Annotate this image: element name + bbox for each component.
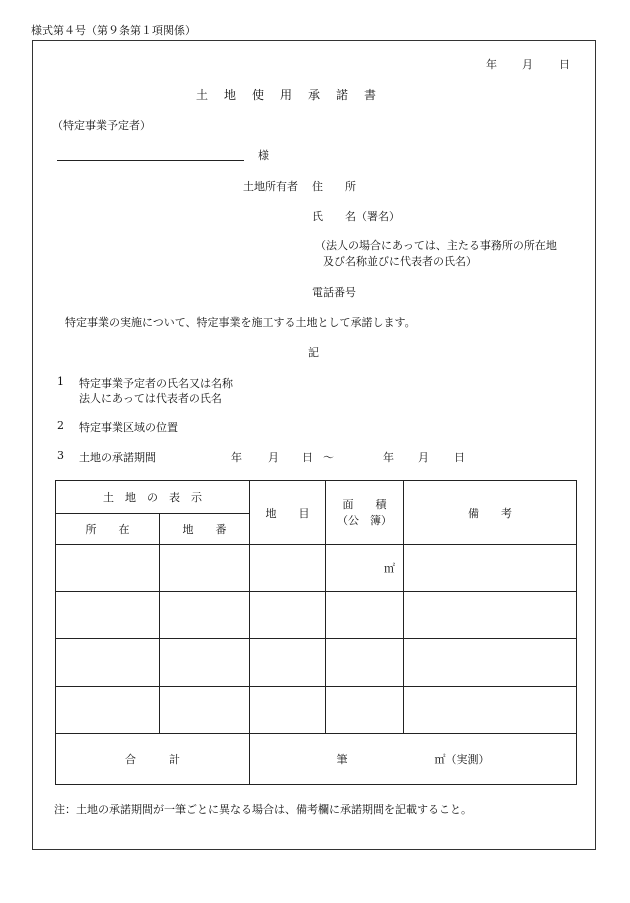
corporate-note-line1: （法人の場合にあっては、主たる事務所の所在地	[315, 239, 557, 252]
period-start-year: 年	[231, 451, 242, 464]
remarks-cell	[404, 545, 577, 592]
consent-statement: 特定事業の実施について、特定事業を施工する土地として承諾します。	[65, 316, 416, 329]
addressee-suffix: 様	[258, 149, 269, 162]
period-end-day: 日	[454, 451, 465, 464]
item-1-number: 1	[57, 375, 64, 388]
total-label-cell	[56, 734, 250, 785]
land-table	[55, 480, 577, 785]
item-1-text-line1: 特定事業予定者の氏名又は名称	[79, 377, 233, 390]
land-display-header	[56, 481, 250, 514]
total-label: 合 計	[125, 753, 180, 766]
ki-heading: 記	[308, 346, 319, 359]
date-year: 年	[486, 58, 497, 71]
location-cell	[56, 639, 160, 687]
addressee-label: （特定事業予定者）	[52, 119, 151, 132]
area-header	[326, 481, 404, 545]
lot-number-header-label: 地 番	[182, 523, 227, 536]
table-row	[56, 687, 577, 734]
lot-number-cell	[160, 545, 250, 592]
area-cell	[326, 592, 404, 639]
area-cell	[326, 639, 404, 687]
area-unit: ㎡	[384, 562, 395, 575]
item-3-text: 土地の承諾期間	[79, 451, 156, 464]
owner-role-label: 土地所有者	[243, 180, 298, 193]
land-display-header-label: 土 地 の 表 示	[103, 491, 202, 504]
land-category-cell	[250, 687, 326, 734]
location-cell	[56, 687, 160, 734]
land-category-header-label: 地 目	[265, 506, 310, 520]
form-number: 様式第４号（第９条第１項関係）	[31, 24, 196, 37]
remarks-cell	[404, 687, 577, 734]
item-2-number: 2	[57, 419, 64, 432]
area-header-line2: （公 簿）	[337, 513, 392, 527]
total-row	[56, 734, 577, 785]
period-end-year: 年	[383, 451, 394, 464]
phone-label: 電話番号	[312, 286, 356, 299]
item-1-text-line2: 法人にあっては代表者の氏名	[79, 392, 222, 405]
item-2-text: 特定事業区域の位置	[79, 421, 178, 434]
remarks-cell	[404, 639, 577, 687]
remarks-header-label: 備 考	[468, 506, 512, 520]
location-cell	[56, 592, 160, 639]
owner-name-label: 氏 名（署名）	[312, 210, 400, 223]
lot-number-header	[160, 514, 250, 545]
lot-number-cell	[160, 687, 250, 734]
total-count-unit: 筆	[336, 753, 348, 766]
location-header-label: 所 在	[85, 523, 130, 536]
period-tilde: ～	[323, 451, 334, 464]
location-cell	[56, 545, 160, 592]
remarks-cell	[404, 592, 577, 639]
footnote: 注：土地の承諾期間が一筆ごとに異なる場合は、備考欄に承諾期間を記載すること。	[54, 803, 472, 816]
land-category-cell	[250, 639, 326, 687]
lot-number-cell	[160, 639, 250, 687]
corporate-note-line2: 及び名称並びに代表者の氏名）	[323, 255, 477, 268]
land-category-header	[250, 481, 326, 545]
land-category-cell	[250, 545, 326, 592]
area-cell	[326, 687, 404, 734]
location-header	[56, 514, 160, 545]
addressee-name-line	[57, 160, 244, 161]
table-row	[56, 545, 577, 592]
period-end-month: 月	[418, 451, 429, 464]
document-title: 土 地 使 用 承 諾 書	[196, 88, 379, 102]
land-category-cell	[250, 592, 326, 639]
period-start-month: 月	[268, 451, 279, 464]
period-start-day: 日	[302, 451, 313, 464]
area-header-line1: 面 積	[342, 497, 387, 511]
item-3-number: 3	[57, 449, 64, 462]
total-area-unit: ㎡（実測）	[434, 753, 490, 766]
remarks-header	[404, 481, 577, 545]
date-month: 月	[522, 58, 533, 71]
owner-address-label: 住 所	[312, 180, 356, 193]
area-cell	[326, 545, 404, 592]
table-row	[56, 592, 577, 639]
total-value-cell	[250, 734, 577, 785]
lot-number-cell	[160, 592, 250, 639]
date-day: 日	[559, 58, 570, 71]
table-row	[56, 639, 577, 687]
